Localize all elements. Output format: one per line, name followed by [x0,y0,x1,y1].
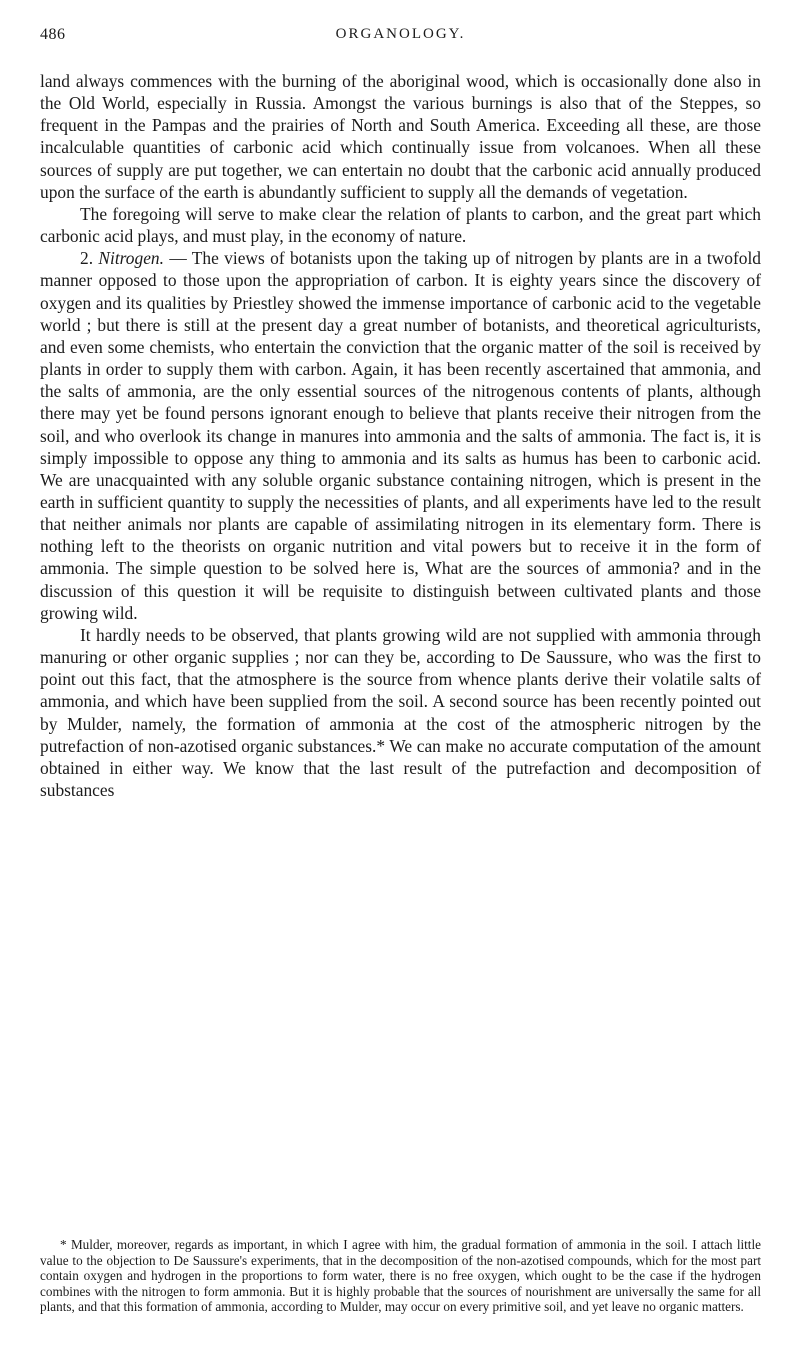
paragraph-2: The foregoing will serve to make clear the relation of plants to carbon, and the great part which carbonic acid plays, and must play, in the economy of nature. [40,203,761,247]
section-title: Nitrogen. [98,248,164,269]
page-header [40,26,761,50]
paragraph-3 [40,247,761,624]
section-number: 2. [80,248,94,269]
body-text [40,70,761,801]
footnote-text: * Mulder, moreover, regards as important, in which I agree with him, the gradual formation of ammonia in the soil. I attach little value to the objection to De Saussure's experiments, that in the decomposition of the non-azotised compounds, which for the most part contain oxygen and hydrogen in the proportions to form water, there is no free oxygen, which ought to be the case if the hydrogen combines with the nitrogen to form ammonia. But it is highly probable that the sources of nourishment are universally the same for all plants, and that this formation of ammonia, according to Mulder, may occur on every primitive soil, and yet leave no organic matters. [40,1237,761,1315]
running-head: ORGANOLOGY. [335,26,466,42]
paragraph-4: It hardly needs to be observed, that plants growing wild are not supplied with ammonia through manuring or other organic supplies ; nor can they be, according to De Saussure, who was the first to point out this fact, that the atmosphere is the source from whence plants derive their volatile salts of ammonia, and which have been supplied from the soil. A second source has been recently pointed out by Mulder, namely, the formation of ammonia at the cost of the atmospheric nitrogen by the putrefaction of non-azotised organic substances.* We can make no accurate computation of the amount obtained in either way. We know that the last result of the putrefaction and decomposition of substances [40,624,761,800]
page-number: 486 [40,26,66,43]
section-text: — The views of botanists upon the taking up of nitrogen by plants are in a twofold manner opposed to those upon the appropriation of carbon. It is eighty years since the discovery of oxygen and its qualities by Priestley showed the immense importance of carbonic acid to the vegetable world ; but there is still at the present day a great number of botanists, and theoretical agriculturists, and even some chemists, who entertain the conviction that the organic matter of the soil is received by plants in order to supply them with carbon. Again, it has been recently ascertained that ammonia, and the salts of ammonia, are the only essential sources of the nitrogenous contents of plants, although there may yet be found persons ignorant enough to believe that plants receive their nitrogen from the soil, and who overlook its change in manures into ammonia and the salts of ammonia. The fact is, it is simply impossible to oppose any thing to ammonia and its salts as humus has been to carbonic acid. We are unacquainted with any soluble organic substance containing nitrogen, which is present in the earth in sufficient quantity to supply the necessities of plants, and all experiments have led to the result that neither animals nor plants are capable of assimilating nitrogen in its elementary form. There is nothing left to the theorists on organic nutrition and vital powers but to receive it in the form of ammonia. The simple question to be solved here is, What are the sources of ammonia? and in the discussion of this question it will be requisite to distinguish between cultivated plants and those growing wild. [40,248,761,623]
paragraph-1: land always commences with the burning of the aboriginal wood, which is occasionally done also in the Old World, especially in Russia. Amongst the various burnings is also that of the Steppes, so frequent in the Pampas and the prairies of North and South America. Exceeding all these, are those incalculable quantities of carbonic acid which continually issue from volcanoes. When all these sources of supply are put together, we can entertain no doubt that the carbonic acid annually produced upon the surface of the earth is abundantly sufficient to supply all the demands of vegetation. [40,71,761,202]
footnote [40,1237,761,1315]
